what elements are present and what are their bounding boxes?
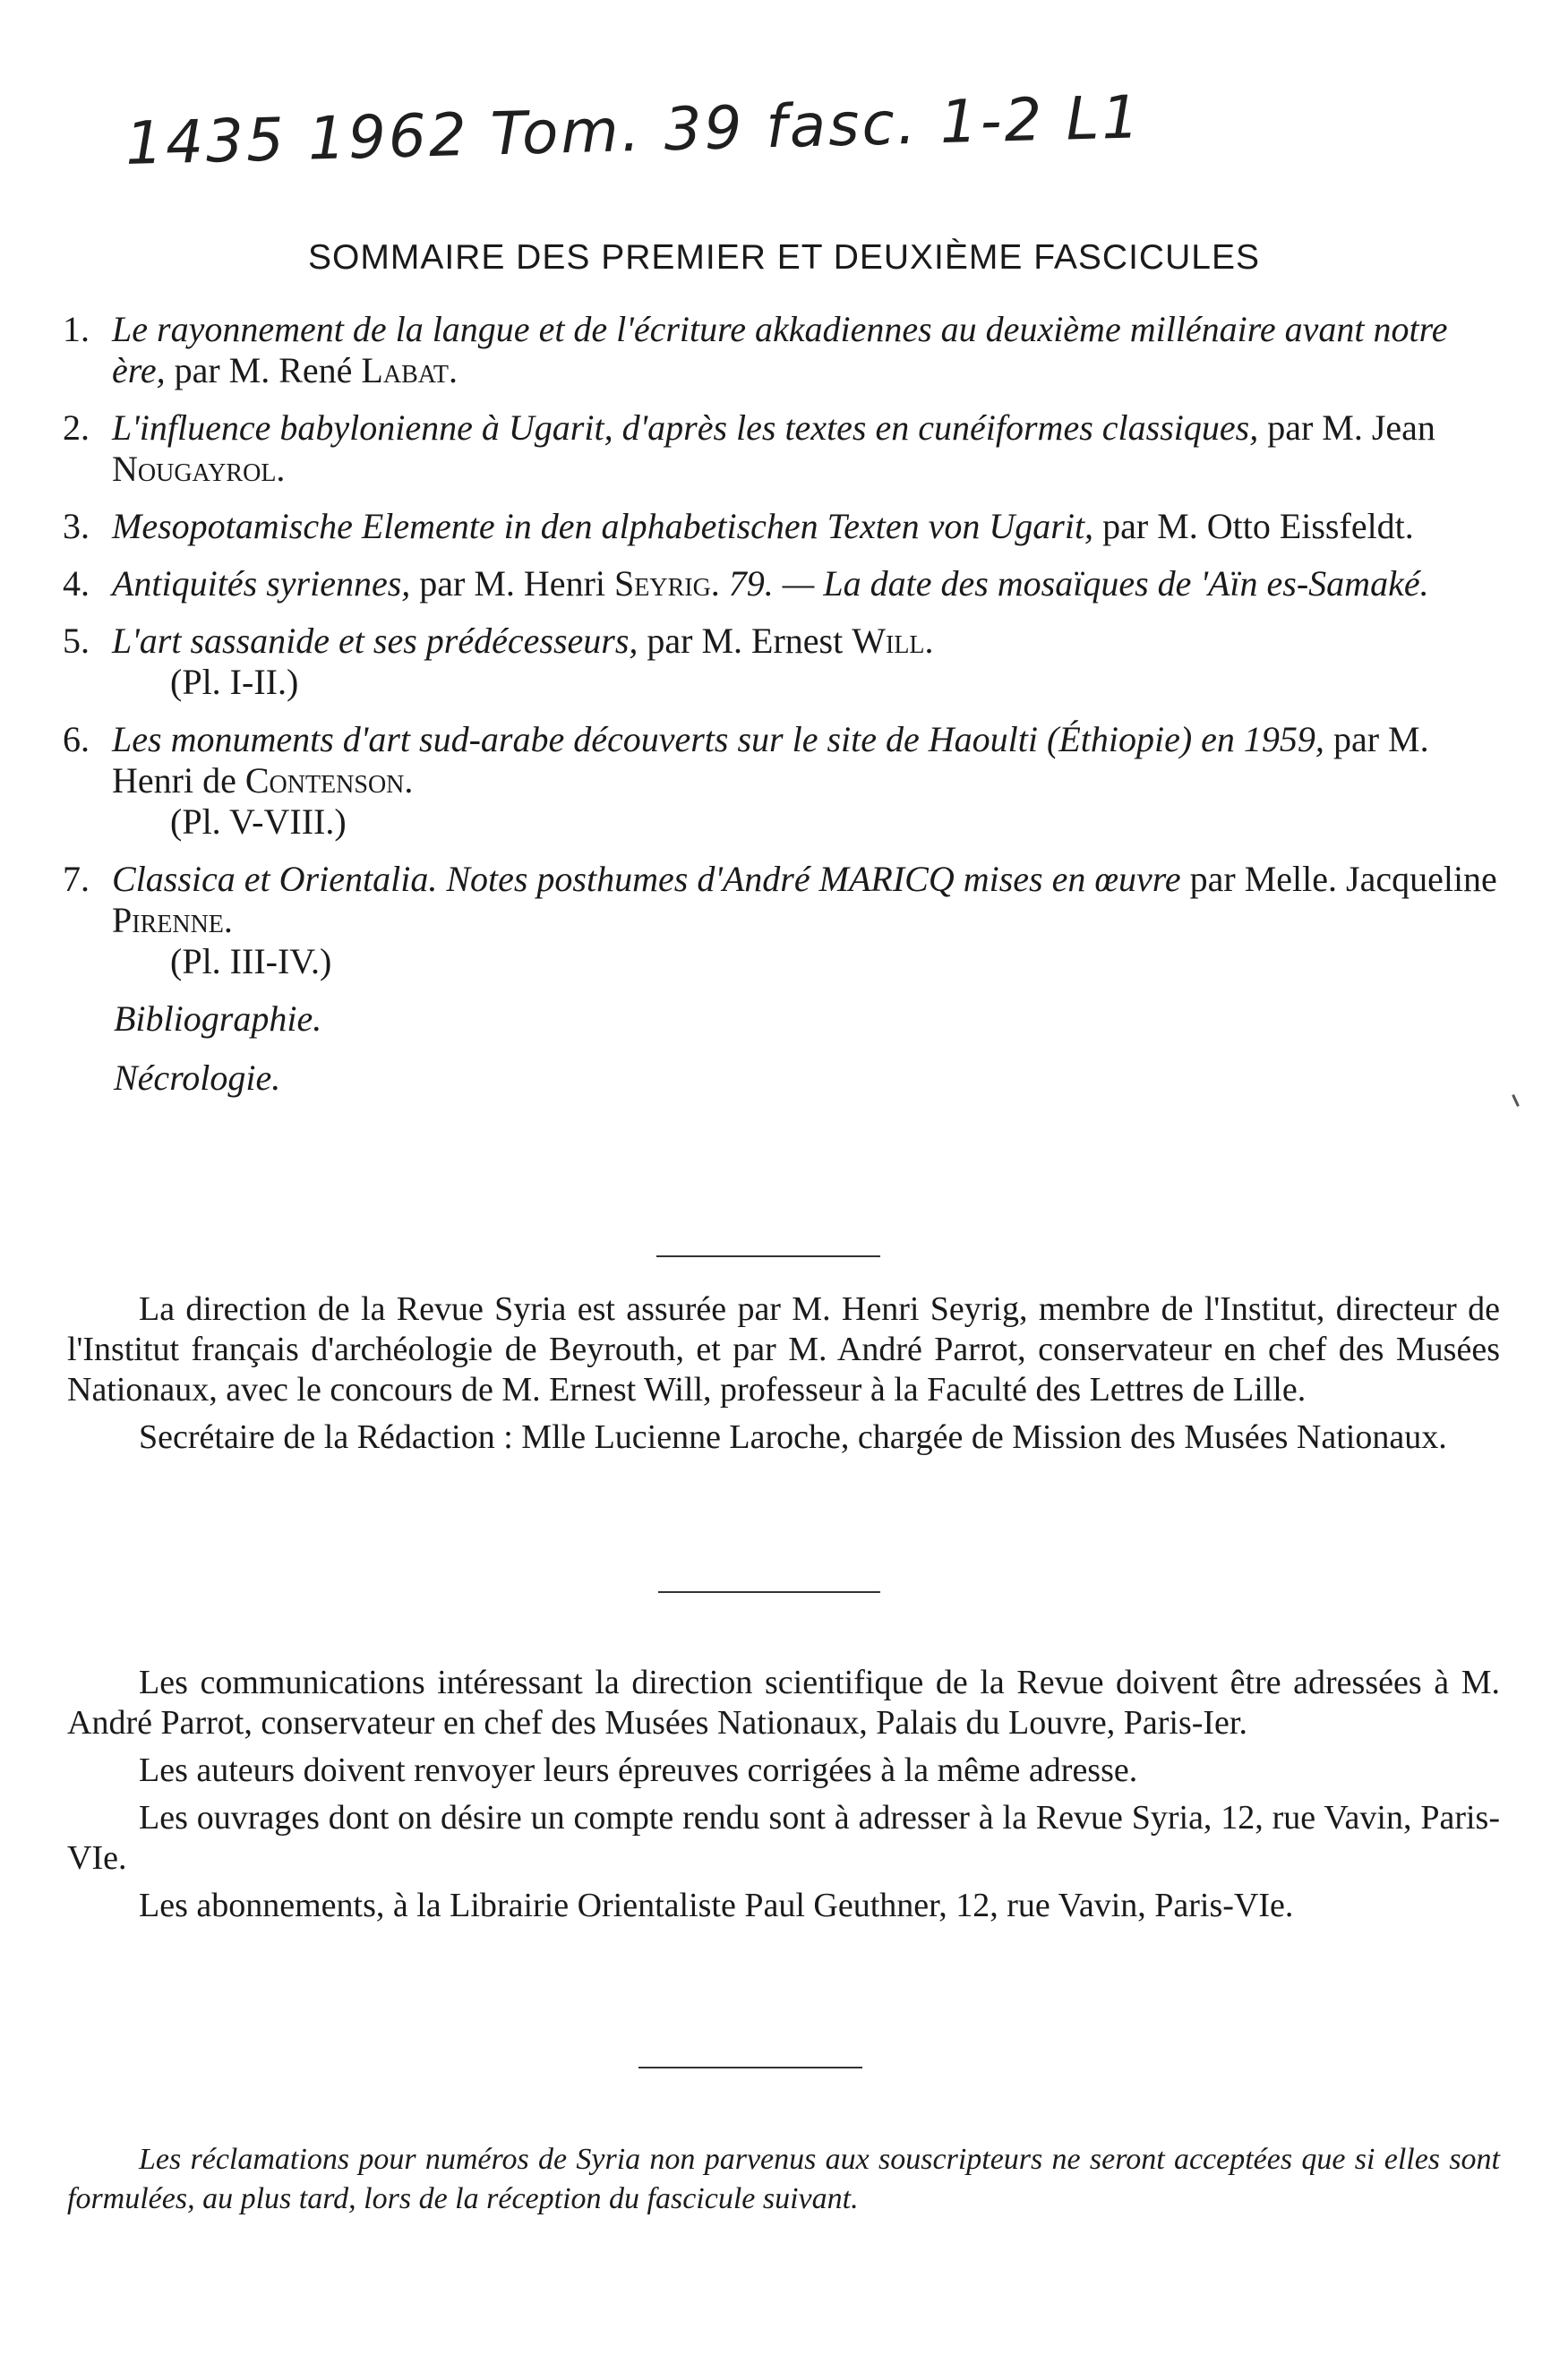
toc-by: par M. Ernest [647, 621, 844, 661]
toc-item-7 [63, 859, 1500, 982]
toc-by: par Melle. Jacqueline [1189, 859, 1497, 899]
secretary-paragraph: Secrétaire de la Rédaction : Mlle Lucienne Laroche, chargée de Mission des Musées Nationaux. [139, 1418, 1447, 1456]
toc-title: Mesopotamische Elemente in den alphabetischen Texten von Ugarit, [112, 506, 1094, 546]
toc-number: 1. [63, 309, 90, 349]
toc-number: 7. [63, 859, 90, 899]
toc-by: par M. Jean [1267, 407, 1435, 448]
toc-item-3 [63, 506, 1500, 547]
subscriptions-paragraph: Les abonnements, à la Librairie Orientaliste Paul Geuthner, 12, rue Vavin, Paris-VIe. [139, 1887, 1294, 1924]
toc-author: Nougayrol. [112, 449, 286, 489]
toc-extra: 79. — La date des mosaïques de 'Aïn es-Samaké. [728, 563, 1429, 604]
table-of-contents [63, 309, 1500, 1117]
reclamations-note: Les réclamations pour numéros de Syria non parvenus aux souscripteurs ne seront acceptées que si elles sont formulées, au plus tard, lors de la réception du fascicule suivant. [67, 2143, 1500, 2215]
toc-title: Les monuments d'art sud-arabe découverts sur le site de Haoulti (Éthiopie) en 1959, [112, 719, 1324, 759]
bibliographie-entry: Bibliographie. [114, 998, 322, 1039]
toc-by: par M. Henri [419, 563, 605, 604]
toc-number: 3. [63, 506, 90, 546]
section-divider [658, 1591, 880, 1593]
toc-author: Will. [852, 621, 934, 661]
toc-by: par M. Henri de [112, 719, 1429, 801]
toc-plates: (Pl. III-IV.) [170, 941, 332, 981]
toc-title: Antiquités syriennes, [112, 563, 411, 604]
direction-section [67, 1289, 1500, 1465]
toc-author: Pirenne. [112, 900, 233, 940]
toc-by: par M. Otto Eissfeldt. [1102, 506, 1414, 546]
toc-title: Classica et Orientalia. Notes posthumes d'André MARICQ mises en œuvre [112, 859, 1181, 899]
communications-section [67, 1663, 1500, 1933]
necrologie-entry: Nécrologie. [114, 1058, 281, 1098]
toc-title: L'art sassanide et ses prédécesseurs, [112, 621, 638, 661]
handwritten-annotation: 1435 1962 Tom. 39 fasc. 1-2 L1 [124, 82, 1144, 178]
toc-title: L'influence babylonienne à Ugarit, d'après les textes en cunéiformes classiques, [112, 407, 1259, 448]
toc-author: Contenson. [244, 760, 414, 801]
toc-by: par M. René [174, 350, 353, 390]
toc-plates: (Pl. I-II.) [170, 662, 299, 702]
reviews-paragraph: Les ouvrages dont on désire un compte rendu sont à adresser à la Revue Syria, 12, rue Vavin, Paris-VIe. [67, 1799, 1500, 1877]
toc-title: Le rayonnement de la langue et de l'écriture akkadiennes au deuxième millénaire avant notre ère, [112, 309, 1448, 390]
toc-item-2 [63, 407, 1500, 490]
toc-number: 4. [63, 563, 90, 604]
toc-number: 5. [63, 621, 90, 661]
toc-number: 6. [63, 719, 90, 759]
toc-item-5 [63, 621, 1500, 703]
summary-title: SOMMAIRE DES PREMIER ET DEUXIÈME FASCICULES [308, 238, 1260, 277]
toc-plates: (Pl. V-VIII.) [170, 801, 347, 842]
section-divider [656, 1255, 880, 1257]
toc-item-1 [63, 309, 1500, 391]
toc-author: Labat. [361, 350, 458, 390]
direction-paragraph: La direction de la Revue Syria est assurée par M. Henri Seyrig, membre de l'Institut, directeur de l'Institut français d'archéologie de Beyrouth, et par M. André Parrot, conservateur en chef des Musées Nationaux, avec le concours de M. Ernest Will, professeur à la Faculté des Lettres de Lille. [67, 1290, 1500, 1409]
section-divider [638, 2067, 862, 2068]
stray-mark [1512, 1094, 1520, 1107]
toc-number: 2. [63, 407, 90, 448]
communications-paragraph: Les communications intéressant la direction scientifique de la Revue doivent être adressées à M. André Parrot, conservateur en chef des Musées Nationaux, Palais du Louvre, Paris-Ier. [67, 1664, 1500, 1742]
toc-item-6 [63, 719, 1500, 843]
toc-author: Seyrig. [614, 563, 720, 604]
toc-item-4 [63, 563, 1500, 604]
proofs-paragraph: Les auteurs doivent renvoyer leurs épreuves corrigées à la même adresse. [139, 1751, 1138, 1789]
